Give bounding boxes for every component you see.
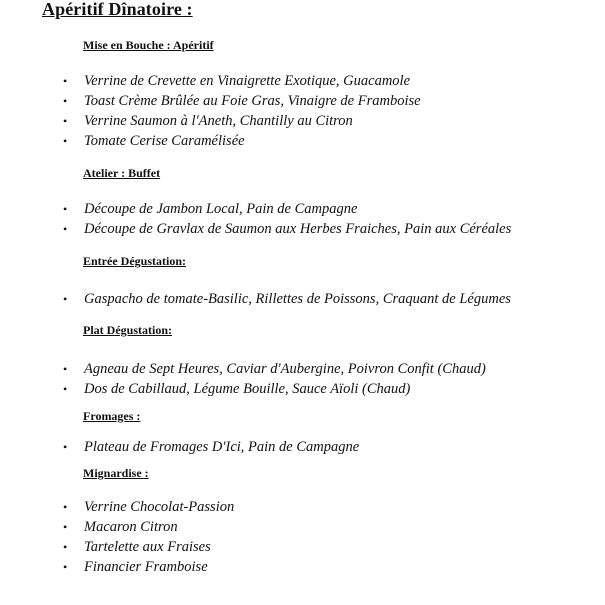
- list-item-text: Financier Framboise: [84, 559, 208, 575]
- list-item-text: Tartelette aux Fraises: [84, 539, 211, 555]
- list-item-text: Agneau de Sept Heures, Caviar d'Aubergine, Poivron Confit (Chaud): [84, 361, 486, 377]
- page-title: Apéritif Dînatoire :: [42, 0, 193, 19]
- bullet-icon: •: [63, 134, 68, 148]
- bullet-icon: •: [63, 94, 68, 108]
- bullet-icon: •: [63, 114, 68, 128]
- bullet-icon: •: [63, 362, 68, 376]
- list-item-text: Découpe de Gravlax de Saumon aux Herbes Fraiches, Pain aux Céréales: [84, 221, 512, 237]
- section-heading-mise-en-bouche: Mise en Bouche : Apéritif: [83, 38, 214, 52]
- list-item-text: Gaspacho de tomate-Basilic, Rillettes de Poissons, Craquant de Légumes: [84, 291, 511, 307]
- section-heading-atelier: Atelier : Buffet: [83, 166, 161, 180]
- list-item-text: Dos de Cabillaud, Légume Bouille, Sauce Aïoli (Chaud): [84, 381, 411, 397]
- list-item-text: Toast Crème Brûlée au Foie Gras, Vinaigre de Framboise: [84, 93, 421, 109]
- bullet-icon: •: [63, 560, 68, 574]
- section-heading-fromages: Fromages :: [83, 409, 141, 423]
- bullet-icon: •: [63, 440, 68, 454]
- bullet-icon: •: [63, 222, 68, 236]
- bullet-icon: •: [63, 500, 68, 514]
- list-item-text: Macaron Citron: [84, 519, 178, 535]
- bullet-icon: •: [63, 202, 68, 216]
- section-heading-plat: Plat Dégustation:: [83, 323, 172, 337]
- list-item-text: Verrine Saumon à l'Aneth, Chantilly au Citron: [84, 113, 353, 129]
- bullet-icon: •: [63, 540, 68, 554]
- list-item-text: Découpe de Jambon Local, Pain de Campagne: [84, 201, 358, 217]
- bullet-icon: •: [63, 292, 68, 306]
- list-item-text: Tomate Cerise Caramélisée: [84, 133, 245, 149]
- bullet-icon: •: [63, 74, 68, 88]
- list-item-text: Verrine de Crevette en Vinaigrette Exotique, Guacamole: [84, 73, 411, 89]
- bullet-icon: •: [63, 520, 68, 534]
- list-item-text: Verrine Chocolat-Passion: [84, 499, 235, 515]
- bullet-icon: •: [63, 382, 68, 396]
- section-heading-mignardise: Mignardise :: [83, 466, 149, 480]
- list-item-text: Plateau de Fromages D'Ici, Pain de Campagne: [84, 439, 360, 455]
- section-heading-entree: Entrée Dégustation:: [83, 254, 186, 268]
